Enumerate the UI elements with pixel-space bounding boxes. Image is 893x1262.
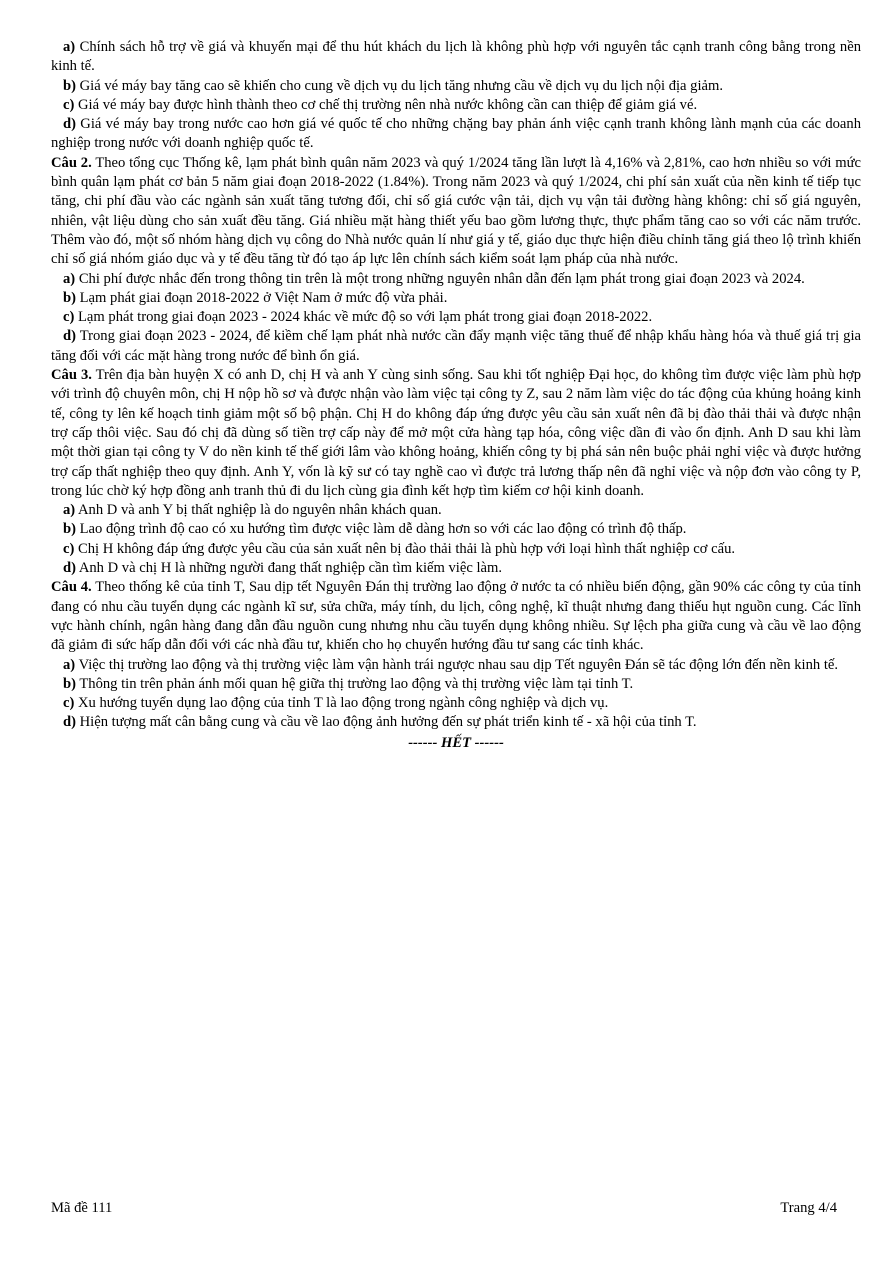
question-4: Câu 4. Theo thống kê của tỉnh T, Sau dịp tết Nguyên Đán thị trường lao động ở nước ta có nhiều biến động, gần 90% các công ty của tỉnh đang có nhu cầu tuyển dụng các ngành kĩ sư, sửa chữa, máy tính, du lịch, công nghệ, kĩ thuật nhưng đang thiếu hụt nguồn cung. Các lĩnh vực hành chính, ngân hàng đang dẫn đầu nguồn cung nhưng nhu cầu tuyển dụng không nhiều. Sự lệch pha giữa cung và cầu về lao động đã giảm đi sức hấp dẫn đối với các nhà đầu tư, khiến cho họ chuyển hướng đầu tư sang các tỉnh khác. bbox=[51, 579, 861, 654]
question-3-option-a: a) Anh D và anh Y bị thất nghiệp là do nguyên nhân khách quan. bbox=[63, 502, 442, 519]
question-2-option-d: d) Trong giai đoạn 2023 - 2024, để kiềm chế lạm phát nhà nước cần đẩy mạnh việc tăng thuế để nhập khẩu hàng hóa và thuế giá trị gia tăng đối với các mặt hàng trong nước để bình ổn giá. bbox=[51, 328, 861, 364]
question-2-option-a: a) Chi phí được nhắc đến trong thông tin trên là một trong những nguyên nhân dẫn đến lạm phát trong giai đoạn 2023 và 2024. bbox=[63, 270, 805, 287]
question-4-option-c: c) Xu hướng tuyển dụng lao động của tỉnh T là lao động trong ngành công nghiệp và dịch vụ. bbox=[63, 695, 609, 712]
question-2-option-b: b) Lạm phát giai đoạn 2018-2022 ở Việt Nam ở mức độ vừa phải. bbox=[63, 289, 448, 306]
page-number: Trang 4/4 bbox=[780, 1200, 837, 1216]
option-c: c) Giá vé máy bay được hình thành theo cơ chế thị trường nên nhà nước không cần can thiệp để giảm giá vé. bbox=[63, 96, 698, 113]
question-4-option-d: d) Hiện tượng mất cân bằng cung và cầu về lao động ảnh hưởng đến sự phát triển kinh tế - xã hội của tỉnh T. bbox=[63, 714, 697, 731]
question-3-option-d: d) Anh D và chị H là những người đang thất nghiệp cần tìm kiếm việc làm. bbox=[63, 560, 502, 577]
question-4-option-b: b) Thông tin trên phản ánh mối quan hệ giữa thị trường lao động và thị trường việc làm tại tỉnh T. bbox=[63, 675, 634, 692]
end-mark: ------ HẾT ------ bbox=[408, 734, 504, 751]
question-3-option-b: b) Lao động trình độ cao có xu hướng tìm được việc làm dễ dàng hơn so với các lao động có trình độ thấp. bbox=[63, 521, 687, 538]
question-4-option-a: a) Việc thị trường lao động và thị trường việc làm vận hành trái ngược nhau sau dịp Tết nguyên Đán sẽ tác động lớn đến nền kinh tế. bbox=[63, 656, 839, 673]
exam-code: Mã đề 111 bbox=[51, 1200, 113, 1216]
option-d: d) Giá vé máy bay trong nước cao hơn giá vé quốc tế cho những chặng bay phản ánh việc cạnh tranh không lành mạnh của các doanh nghiệp trong nước với doanh nghiệp quốc tế. bbox=[51, 116, 861, 152]
question-3-option-c: c) Chị H không đáp ứng được yêu cầu của sản xuất nên bị đào thải thải là phù hợp với loại hình thất nghiệp cơ cấu. bbox=[63, 540, 736, 557]
question-2: Câu 2. Theo tổng cục Thống kê, lạm phát bình quân năm 2023 và quý 1/2024 tăng lần lượt là 4,16% và 2,81%, cao hơn nhiều so với mức bình quân lạm phát cơ bản 5 năm giai đoạn 2018-2022 (1.84%). Trong năm 2023 và quý 1/2024, chi phí sản xuất của nền kinh tế tiếp tục tăng, chi phí đầu vào các ngành sản xuất tăng tương đối, chỉ số giá cước vận tải, dịch vụ vận tải đường hàng không: chỉ số giá nguyên, nhiên, vật liệu dùng cho sản xuất đều tăng. Giá nhiều mặt hàng thiết yếu bao gồm lương thực, thực phẩm tăng cao so với các năm trước. Thêm vào đó, một số nhóm hàng dịch vụ công do Nhà nước quản lí như giá y tế, giáo dục thực hiện điều chỉnh tăng giá theo lộ trình khiến chỉ số giá nhóm giáo dục và y tế đều tăng từ đó tạo áp lực lên chính sách kiểm soát lạm pháp của nhà nước. bbox=[51, 154, 862, 268]
exam-page-content bbox=[51, 38, 861, 753]
question-3: Câu 3. Trên địa bàn huyện X có anh D, chị H và anh Y cùng sinh sống. Sau khi tốt nghiệp Đại học, do không tìm được việc làm phù hợp với trình độ chuyên môn, chị H nộp hồ sơ và được nhận vào làm việc tại công ty Z, sau 2 năm làm việc do tác động của khủng hoảng kinh tế, công ty lên kế hoạch tinh giảm một số bộ phận. Chị H do không đáp ứng được yêu cầu sản xuất nên đã bị đào thải thải và được nhận trợ cấp thôi việc. Sau đó chị đã dùng số tiền trợ cấp này để mở một cửa hàng tạp hóa, công việc dần đi vào ổn định. Anh D sau khi làm một thời gian tại công ty V do nền kinh tế thế giới lâm vào không hoảng, khiến công ty bị phá sản nên buộc phải nghỉ việc và được hưởng trợ cấp thất nghiệp theo quy định. Anh Y, vốn là kỹ sư có tay nghề cao vì được trả lương thấp nên đã nghỉ việc và nộp đơn vào công ty P, trong lúc chờ ký hợp đồng anh tranh thủ đi du lịch cùng gia đình kết hợp tìm kiếm cơ hội kinh doanh. bbox=[51, 367, 862, 499]
option-b: b) Giá vé máy bay tăng cao sẽ khiến cho cung về dịch vụ du lịch tăng nhưng cầu về dịch vụ du lịch nội địa giảm. bbox=[63, 77, 724, 94]
option-a: a) Chính sách hỗ trợ về giá và khuyến mại để thu hút khách du lịch là không phù hợp với nguyên tắc cạnh tranh công bằng trong nền kinh tế. bbox=[51, 39, 861, 75]
question-2-option-c: c) Lạm phát trong giai đoạn 2023 - 2024 khác về mức độ so với lạm phát trong giai đoạn 2018-2022. bbox=[63, 309, 653, 326]
